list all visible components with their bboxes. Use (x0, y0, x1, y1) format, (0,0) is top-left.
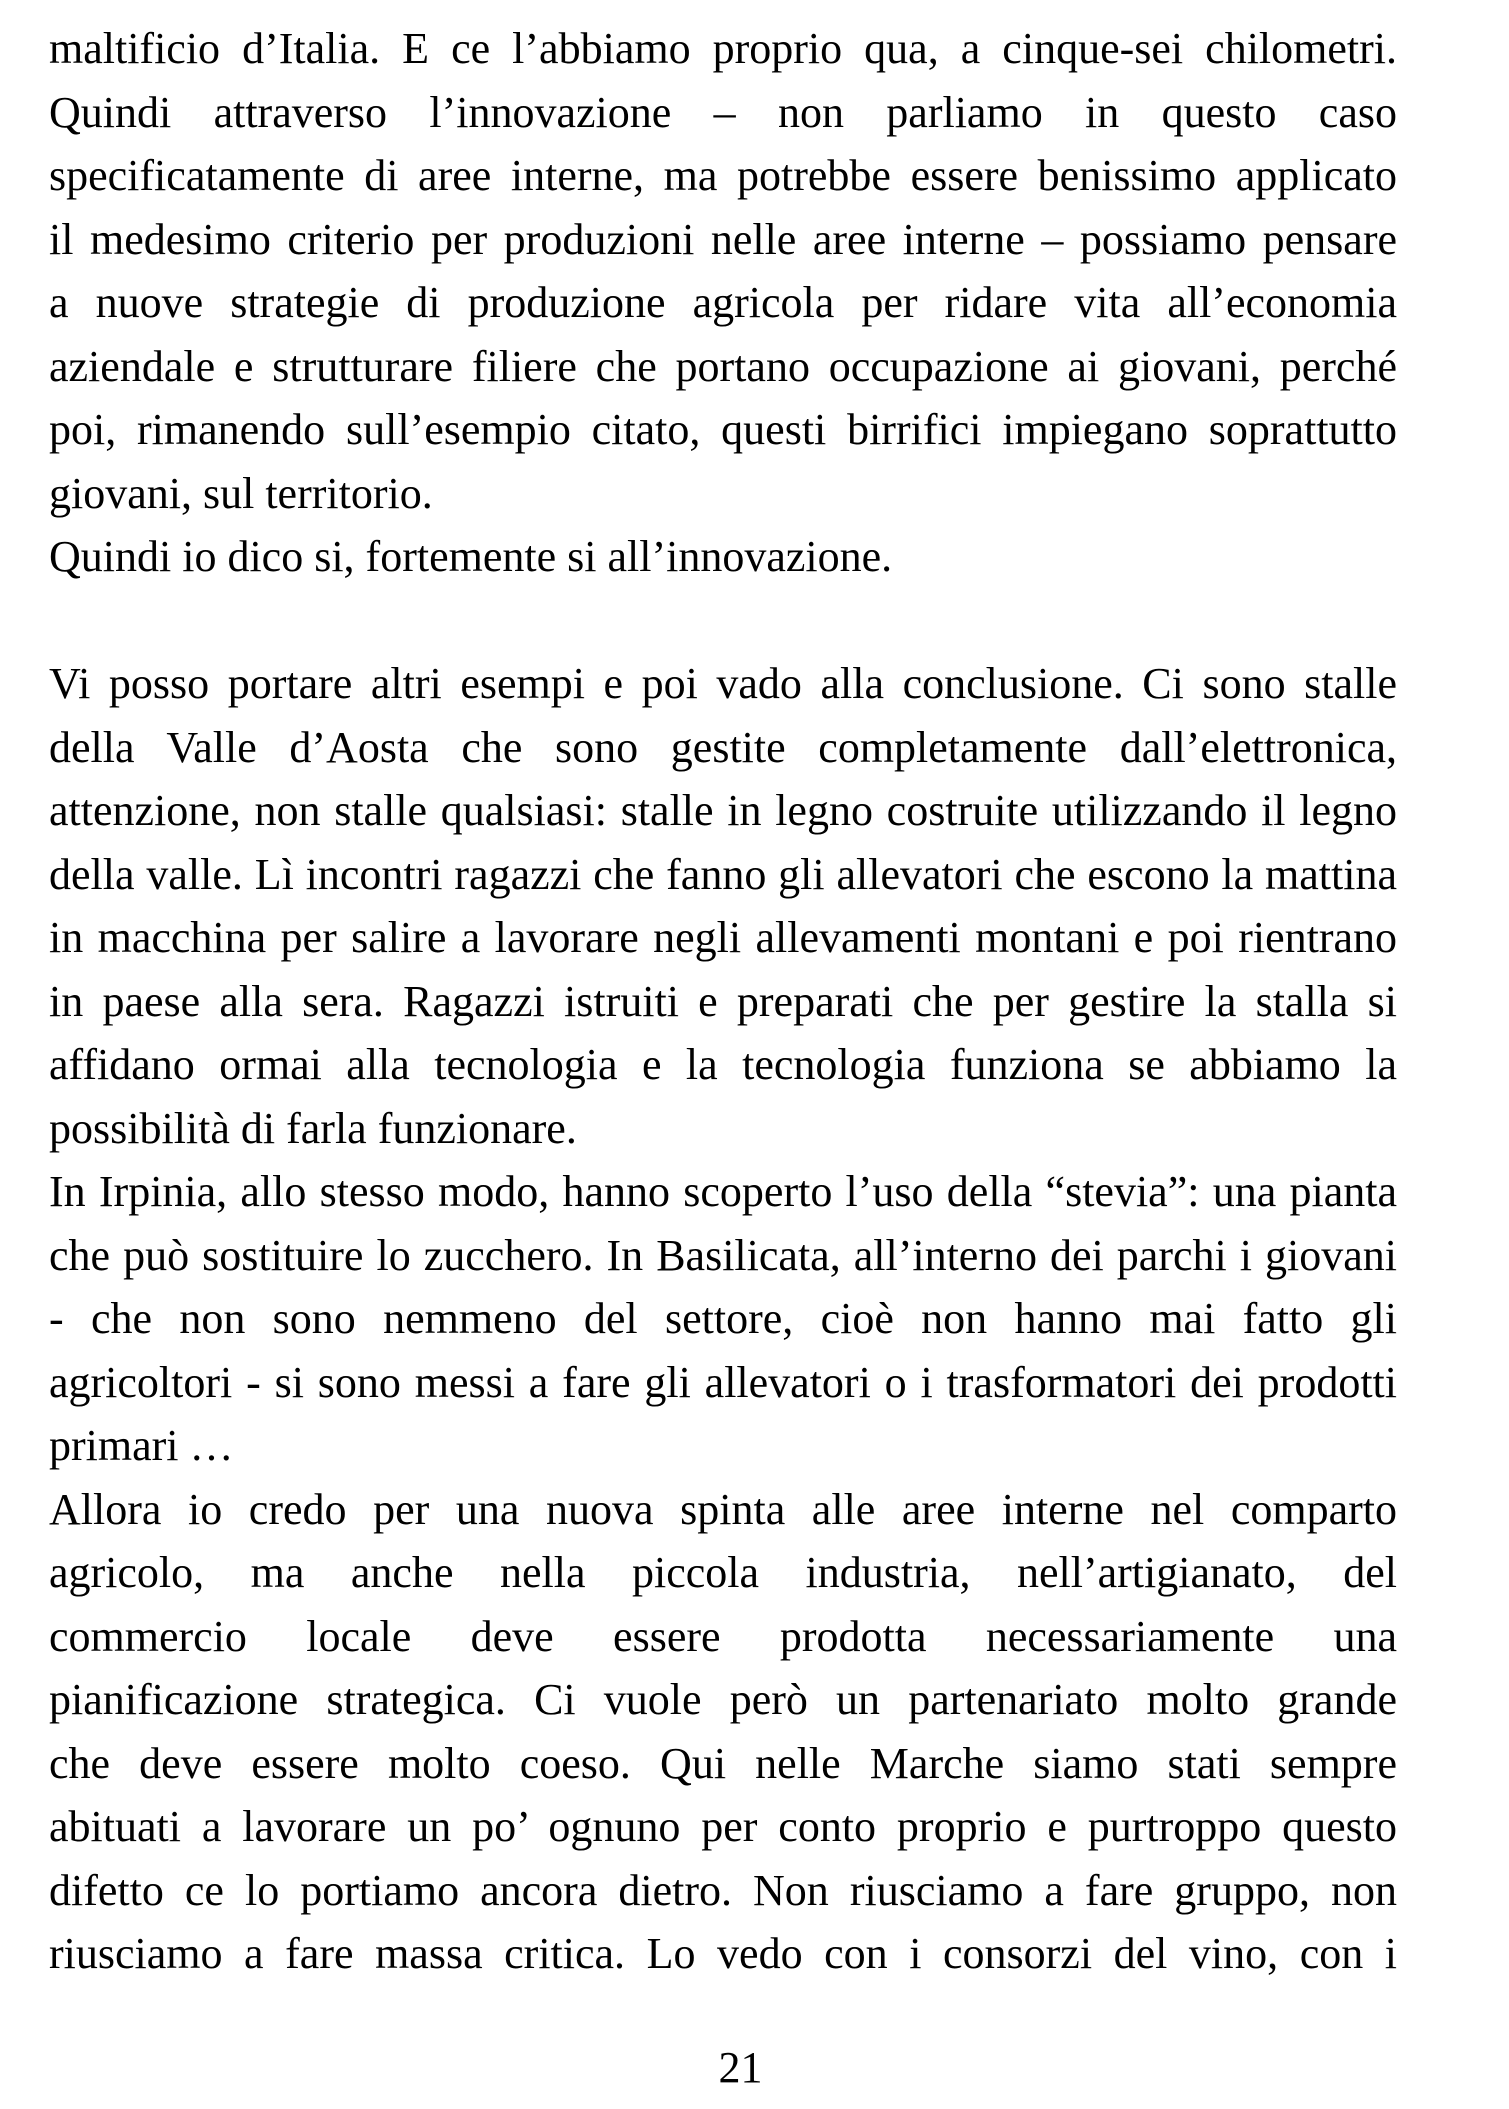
text-line: difetto ce lo portiamo ancora dietro. Non riusciamo a fare gruppo, non (49, 1865, 1397, 1915)
text-line: pianificazione strategica. Ci vuole però un partenariato molto grande (49, 1675, 1397, 1725)
text-line: in macchina per salire a lavorare negli allevamenti montani e poi rientrano (49, 913, 1397, 963)
page-number: 21 (718, 2043, 763, 2092)
text-line: agricolo, ma anche nella piccola industria, nell’artigianato, del (49, 1548, 1397, 1598)
text-line: maltificio d’Italia. E ce l’abbiamo proprio qua, a cinque-sei chilometri. (49, 24, 1397, 73)
text-line: della Valle d’Aosta che sono gestite completamente dall’elettronica, (49, 722, 1397, 772)
text-line: affidano ormai alla tecnologia e la tecnologia funziona se abbiamo la (49, 1040, 1397, 1090)
text-line: a nuove strategie di produzione agricola per ridare vita all’economia (49, 278, 1397, 328)
text-line: Quindi attraverso l’innovazione – non parliamo in questo caso (49, 87, 1397, 137)
text-line: che può sostituire lo zucchero. In Basilicata, all’interno dei parchi i giovani (49, 1230, 1397, 1280)
paragraph-gap (49, 589, 1397, 653)
text-line: Quindi io dico si, fortemente si all’innovazione. (49, 532, 893, 582)
text-line: specificatamente di aree interne, ma potrebbe essere benissimo applicato (49, 151, 1397, 201)
text-line: - che non sono nemmeno del settore, cioè non hanno mai fatto gli (49, 1294, 1397, 1344)
text-line: aziendale e strutturare filiere che portano occupazione ai giovani, perché (49, 341, 1397, 391)
text-line: Allora io credo per una nuova spinta alle aree interne nel comparto (49, 1484, 1397, 1534)
text-line: primari … (49, 1421, 234, 1471)
text-line: in paese alla sera. Ragazzi istruiti e preparati che per gestire la stalla si (49, 976, 1397, 1026)
text-line: abituati a lavorare un po’ ognuno per conto proprio e purtroppo questo (49, 1802, 1397, 1852)
text-line: agricoltori - si sono messi a fare gli allevatori o i trasformatori dei prodotti (49, 1357, 1397, 1407)
body-text (49, 17, 1397, 1986)
text-line: poi, rimanendo sull’esempio citato, questi birrifici impiegano soprattutto (49, 405, 1397, 455)
text-line: In Irpinia, allo stesso modo, hanno scoperto l’uso della “stevia”: una pianta (49, 1167, 1397, 1217)
text-line: giovani, sul territorio. (49, 468, 433, 518)
text-line: che deve essere molto coeso. Qui nelle Marche siamo stati sempre (49, 1738, 1397, 1788)
text-line: attenzione, non stalle qualsiasi: stalle in legno costruite utilizzando il legno (49, 786, 1397, 836)
text-line: della valle. Lì incontri ragazzi che fanno gli allevatori che escono la mattina (49, 849, 1397, 899)
text-line: commercio locale deve essere prodotta necessariamente una (49, 1611, 1397, 1661)
text-line: possibilità di farla funzionare. (49, 1103, 577, 1153)
text-line: Vi posso portare altri esempi e poi vado alla conclusione. Ci sono stalle (49, 659, 1397, 709)
text-line: riusciamo a fare massa critica. Lo vedo con i consorzi del vino, con i (49, 1929, 1397, 1979)
text-line: il medesimo criterio per produzioni nelle aree interne – possiamo pensare (49, 214, 1397, 264)
